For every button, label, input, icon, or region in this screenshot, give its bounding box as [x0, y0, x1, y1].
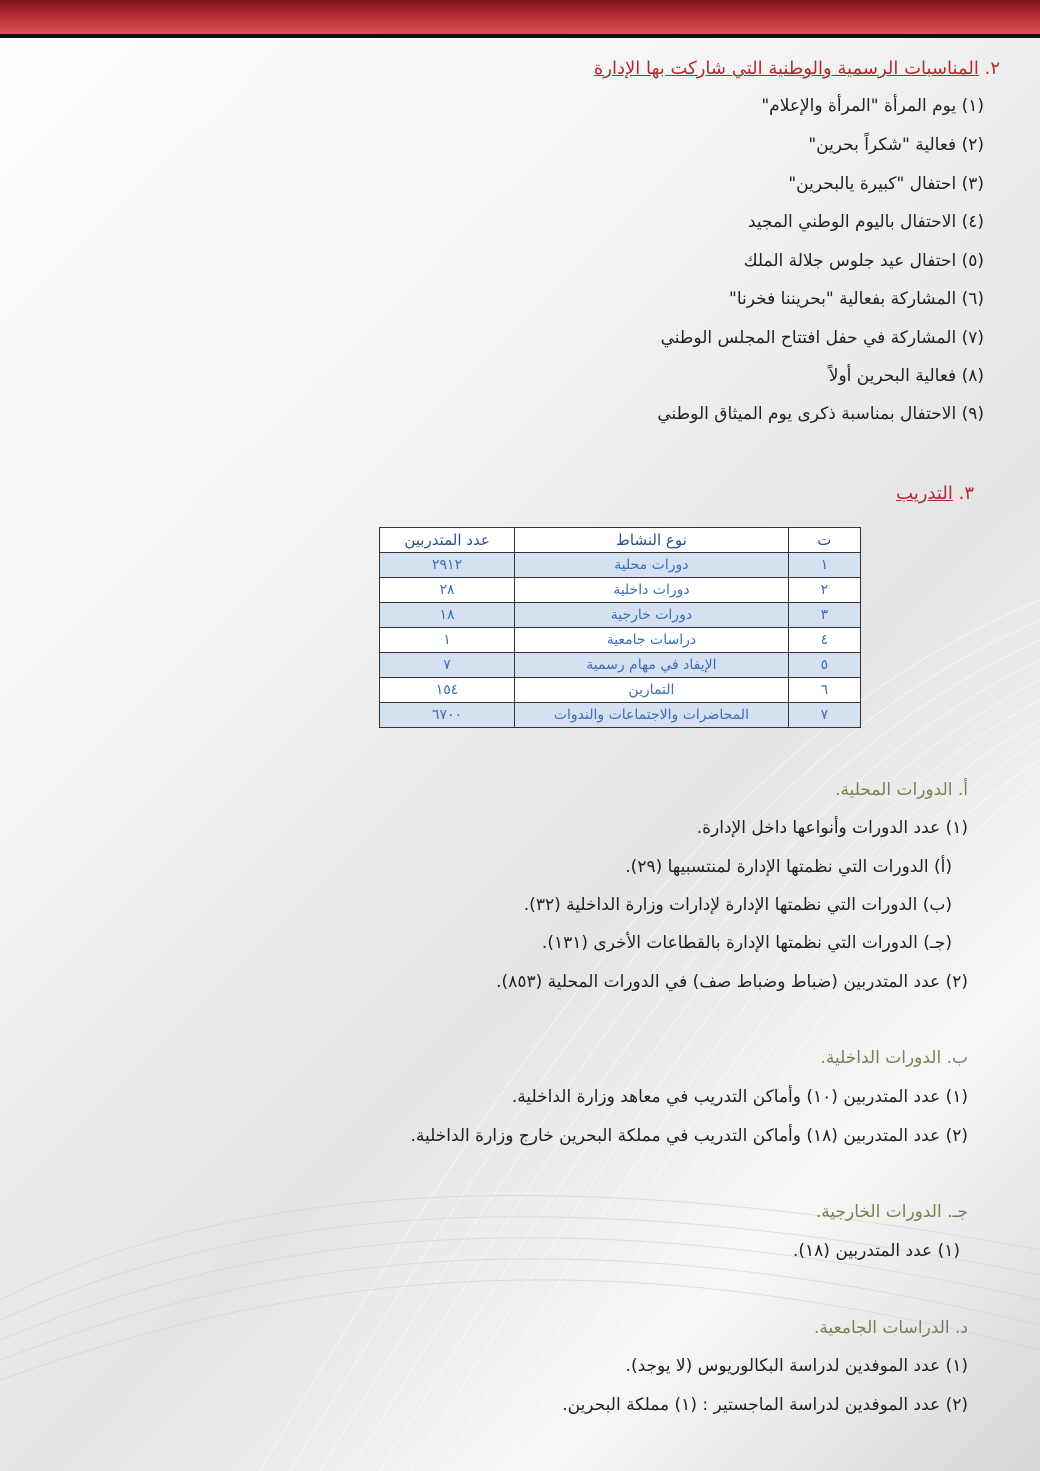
- university-item: (١) عدد الموفدين لدراسة البكالوريوس (لا يوجد).: [625, 1356, 968, 1376]
- section2-item: (٩) الاحتفال بمناسبة ذكرى يوم الميثاق الوطني: [657, 404, 984, 424]
- table-cell: ١٨: [380, 603, 515, 628]
- table-cell: ٣: [788, 603, 860, 628]
- table-cell: دورات محلية: [515, 553, 789, 578]
- section2-number: ٢.: [984, 58, 1000, 79]
- local-subitem: (أ) الدورات التي نظمتها الإدارة لمنتسبيها (٢٩).: [625, 857, 952, 877]
- table-cell: دراسات جامعية: [515, 628, 789, 653]
- section2-item: (٢) فعالية "شكراً بحرين": [808, 135, 984, 155]
- table-cell: ٢٨: [380, 578, 515, 603]
- section3-heading: [896, 483, 974, 504]
- local-item: (١) عدد الدورات وأنواعها داخل الإدارة.: [696, 818, 968, 838]
- section2-item: (٥) احتفال عيد جلوس جلالة الملك: [743, 251, 984, 271]
- table-cell: ١٥٤: [380, 678, 515, 703]
- section2-item: (٦) المشاركة بفعالية "بحريننا فخرنا": [729, 289, 984, 309]
- table-header-row: [380, 528, 861, 553]
- table-cell: ٥: [788, 653, 860, 678]
- table-header-cell: نوع النشاط: [515, 528, 789, 553]
- external-item: (١) عدد المتدربين (١٨).: [792, 1241, 960, 1261]
- table-cell: ١: [788, 553, 860, 578]
- table-cell: ٧: [788, 703, 860, 728]
- section2-title: المناسبات الرسمية والوطنية التي شاركت بها الإدارة: [593, 58, 979, 79]
- table-row: [380, 678, 861, 703]
- university-studies-title: د. الدراسات الجامعية.: [814, 1318, 968, 1338]
- table-header-cell: عدد المتدربين: [380, 528, 515, 553]
- table-row: [380, 578, 861, 603]
- section2-item: (٣) احتفال "كبيرة يالبحرين": [788, 174, 984, 194]
- table-cell: المحاضرات والاجتماعات والندوات: [515, 703, 789, 728]
- university-item: (٢) عدد الموفدين لدراسة الماجستير : (١) مملكة البحرين.: [562, 1395, 968, 1415]
- section2-item: (١) يوم المرأة "المرأة والإعلام": [761, 96, 984, 116]
- local-subitem: (جـ) الدورات التي نظمتها الإدارة بالقطاعات الأخرى (١٣١).: [541, 933, 952, 953]
- table-header-cell: ت: [788, 528, 860, 553]
- table-cell: ٧: [380, 653, 515, 678]
- table-row: [380, 628, 861, 653]
- table-cell: ٤: [788, 628, 860, 653]
- local-subitem: (ب) الدورات التي نظمتها الإدارة لإدارات وزارة الداخلية (٣٢).: [523, 895, 952, 915]
- section2-heading: [594, 58, 1000, 79]
- table-cell: ٢: [788, 578, 860, 603]
- table-cell: ٦: [788, 678, 860, 703]
- local-item: (٢) عدد المتدربين (ضباط وضباط صف) في الدورات المحلية (٨٥٣).: [496, 972, 968, 992]
- section3-number: ٣.: [958, 483, 974, 504]
- internal-courses-title: ب. الدورات الداخلية.: [820, 1048, 968, 1068]
- table-row: [380, 653, 861, 678]
- section3-title: التدريب: [896, 483, 953, 504]
- table-cell: ٢٩١٢: [380, 553, 515, 578]
- external-courses-title: جـ. الدورات الخارجية.: [815, 1202, 968, 1222]
- table-cell: ١: [380, 628, 515, 653]
- internal-item: (١) عدد المتدربين (١٠) وأماكن التدريب في معاهد وزارة الداخلية.: [511, 1087, 968, 1107]
- table-row: [380, 703, 861, 728]
- table-cell: التمارين: [515, 678, 789, 703]
- table-cell: دورات داخلية: [515, 578, 789, 603]
- table-cell: دورات خارجية: [515, 603, 789, 628]
- table-row: [380, 553, 861, 578]
- section2-item: (٤) الاحتفال باليوم الوطني المجيد: [747, 212, 984, 232]
- table-cell: الإيفاد في مهام رسمية: [515, 653, 789, 678]
- internal-item: (٢) عدد المتدربين (١٨) وأماكن التدريب في مملكة البحرين خارج وزارة الداخلية.: [410, 1126, 968, 1146]
- table-row: [380, 603, 861, 628]
- table-cell: ٦٧٠٠: [380, 703, 515, 728]
- section2-item: (٨) فعالية البحرين أولاً: [828, 366, 984, 386]
- section2-item: (٧) المشاركة في حفل افتتاح المجلس الوطني: [660, 328, 984, 348]
- training-table: [379, 527, 861, 728]
- local-courses-title: أ. الدورات المحلية.: [835, 780, 968, 800]
